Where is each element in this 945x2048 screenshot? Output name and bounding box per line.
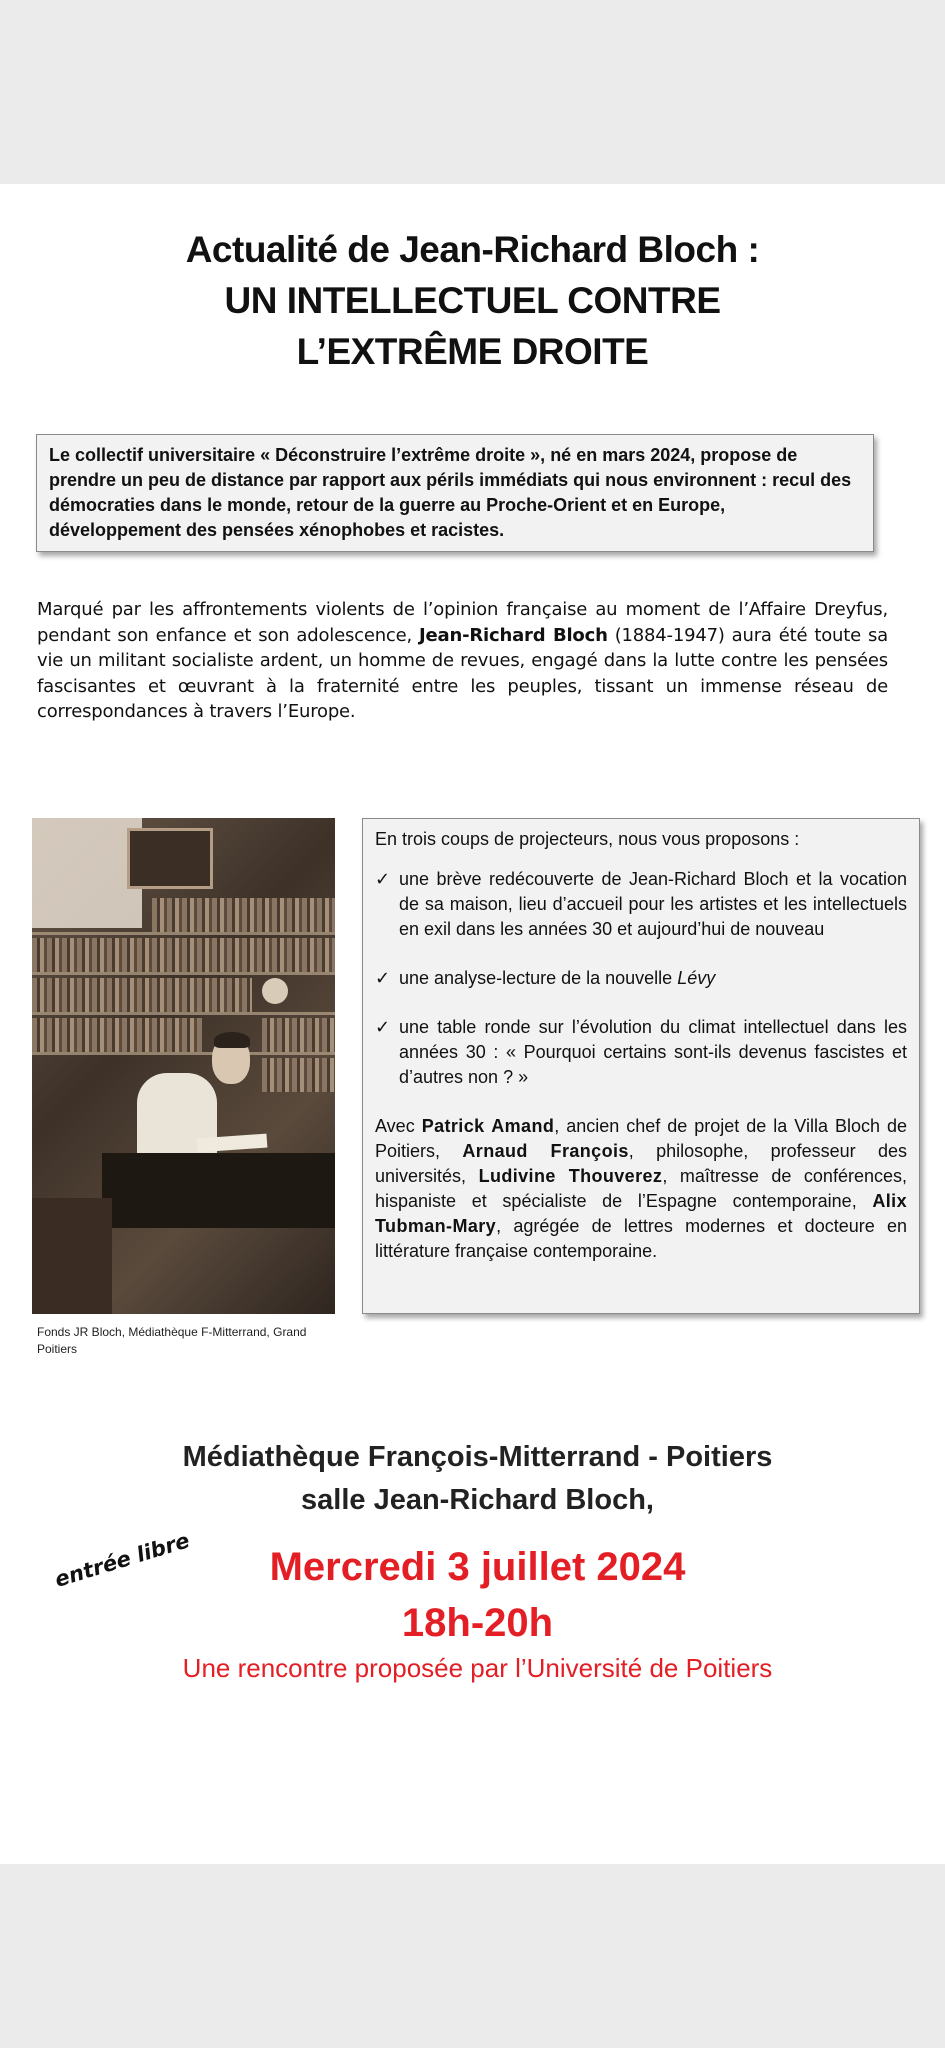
free-entry-label: entrée libre — [52, 1528, 193, 1592]
title-line-1: Actualité de Jean-Richard Bloch : — [185, 229, 760, 270]
bio-text-after: (1884-1947) aura été toute sa vie un militant socialiste ardent, un homme de revues, engagé dans la lutte contre les pensées fascisantes et œuvrant à la fraternité entre les peuples, tissant un immense réseau de correspondances à travers l’Europe. — [37, 624, 888, 722]
check-icon: ✓ — [375, 869, 391, 889]
poster-page — [0, 184, 945, 1864]
photo-bookshelf-row — [32, 978, 252, 1012]
program-item-1 — [375, 867, 907, 942]
poster-title — [0, 224, 945, 377]
organizer-line: Une rencontre proposée par l’Université de Poitiers — [182, 1653, 773, 1683]
photo-lamp — [262, 978, 288, 1004]
photo-bookshelf-row — [32, 938, 335, 972]
event-date: Mercredi 3 juillet 2024 — [269, 1545, 686, 1589]
speakers-text: , philosophe, professeur des universités, — [375, 1141, 907, 1186]
photo-bookshelf-row — [32, 1018, 202, 1052]
photo-bookshelf-row — [262, 1018, 335, 1052]
program-item-2-text: une analyse-lecture de la nouvelle — [399, 968, 678, 988]
photo-bookshelf-row — [262, 1058, 335, 1092]
title-line-2: UN INTELLECTUEL CONTRE — [224, 280, 721, 321]
check-icon: ✓ — [375, 1017, 391, 1037]
program-item-3 — [375, 1015, 907, 1090]
photo-caption: Fonds JR Bloch, Médiathèque F-Mitterrand, Grand Poitiers — [37, 1325, 307, 1356]
title-line-3: L’EXTRÊME DROITE — [296, 331, 649, 372]
program-item-2-title: Lévy — [677, 968, 716, 988]
venue-block — [0, 1436, 945, 1522]
bio-text-before: Marqué par les affrontements violents de l’opinion française au moment de l’Affaire Dreyfus, pendant son enfance et son adolescence, — [37, 599, 888, 646]
speakers-text: , maîtresse de conférences, hispaniste et spécialiste de l’Espagne contemporaine, — [375, 1166, 907, 1211]
photo-shelf — [32, 932, 335, 935]
intro-text: Le collectif universitaire « Déconstruire l’extrême droite », né en mars 2024, propose de prendre un peu de distance par rapport aux périls immédiats qui nous environnent : recul des démocraties dans le monde, retour de la guerre au Proche-Orient et en Europe, développement des pensées xénophobes et racistes. — [49, 445, 852, 540]
speakers-paragraph — [375, 1114, 907, 1264]
photo-chair — [32, 1198, 112, 1314]
check-icon: ✓ — [375, 968, 391, 988]
bio-name: Jean-Richard Bloch — [419, 624, 608, 646]
photo-person-hair — [214, 1032, 250, 1048]
photo-desk — [102, 1153, 335, 1228]
photo-shelf — [32, 1012, 335, 1015]
program-box — [362, 818, 920, 1314]
photo-shelf — [32, 1052, 335, 1055]
bio-paragraph — [37, 597, 888, 725]
photo-shelf — [32, 972, 335, 975]
speakers-text: Avec — [375, 1116, 422, 1136]
program-item-1-text: une brève redécouverte de Jean-Richard Bloch et la vocation de sa maison, lieu d’accueil pour les artistes et les intellectuels en exil dans les années 30 et aujourd’hui de nouveau — [399, 869, 907, 939]
speaker-name: Ludivine Thouverez — [478, 1166, 663, 1186]
speakers-text: , ancien chef de projet de la Villa Bloch de Poitiers, — [375, 1116, 907, 1161]
intro-box — [36, 434, 874, 552]
speaker-name: Alix Tubman-Mary — [375, 1191, 907, 1236]
photo-bookshelf-row — [152, 898, 335, 932]
portrait-photo — [32, 818, 335, 1314]
speaker-name: Arnaud François — [462, 1141, 629, 1161]
program-item-2 — [375, 966, 907, 991]
venue-line-1: Médiathèque François-Mitterrand - Poitiers — [182, 1441, 773, 1473]
speaker-name: Patrick Amand — [421, 1116, 555, 1136]
program-list — [375, 867, 907, 1090]
program-item-3-text: une table ronde sur l’évolution du climat intellectuel dans les années 30 : « Pourquoi certains sont-ils devenus fascistes et d’autres non ? » — [399, 1017, 907, 1087]
photo-picture-frame — [127, 828, 213, 889]
speakers-text: , agrégée de lettres modernes et docteure en littérature française contemporaine. — [375, 1216, 907, 1261]
event-time: 18h-20h — [401, 1601, 554, 1645]
program-intro: En trois coups de projecteurs, nous vous proposons : — [375, 829, 800, 849]
photo-window — [32, 818, 142, 928]
venue-line-2: salle Jean-Richard Bloch, — [301, 1484, 654, 1516]
event-date-block — [0, 1539, 945, 1651]
